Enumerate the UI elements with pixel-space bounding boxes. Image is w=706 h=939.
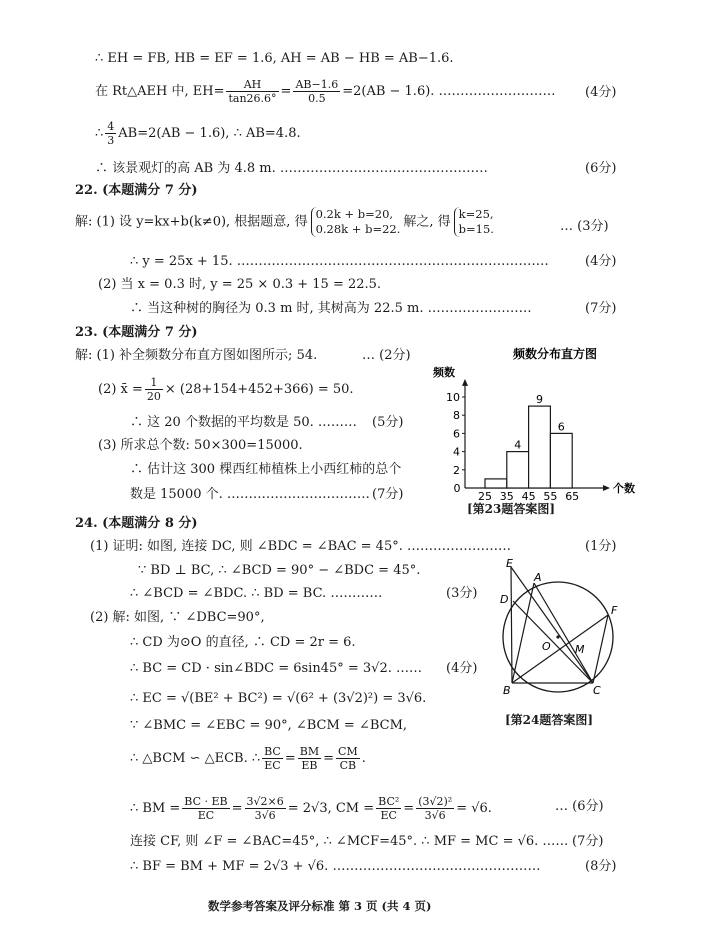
solution-line: (2) x̄ = $\frac{1}{20}$ × (28+154+452+366) = 50. xyxy=(98,376,354,403)
score-marker: (4分) xyxy=(585,254,617,269)
x-tick-label: 35 xyxy=(499,490,514,503)
score-marker: (5分) xyxy=(372,415,404,430)
fraction: $\frac{\text{BC²}}{EC}$ xyxy=(378,795,400,822)
score-marker: (7分) xyxy=(585,301,617,316)
score-marker: (4分) xyxy=(585,85,617,100)
fraction: $\frac{BM}{EB}$ xyxy=(299,745,320,772)
x-tick-label: 55 xyxy=(543,490,558,503)
fraction: $\frac{1}{20}$ xyxy=(146,376,161,403)
segment-ec xyxy=(511,567,593,683)
solution-line: ∴ 当这种树的胸径为 0.3 m 时, 其树高为 22.5 m. …………………… xyxy=(130,301,532,316)
x-axis-label: 个数 xyxy=(613,482,635,495)
chart-title: 频数分布直方图 xyxy=(513,347,598,361)
fraction: $\frac{3√2\times 6}{3√6}$ xyxy=(246,795,284,822)
histogram-bar xyxy=(529,406,551,488)
solution-line: (1) 证明: 如图, 连接 DC, 则 ∠BDC = ∠BAC = 45°. …………………… xyxy=(90,539,511,554)
question-24-title: 24. (本题满分 8 分) xyxy=(75,516,198,531)
y-tick-label: 8 xyxy=(453,409,460,423)
question-23-title: 23. (本题满分 7 分) xyxy=(75,325,198,340)
segment-ab xyxy=(512,583,534,683)
point-label: F xyxy=(611,604,618,617)
score-marker: … (6分) xyxy=(555,799,604,814)
x-tick-label: 65 xyxy=(565,490,580,503)
score-marker: (7分) xyxy=(572,834,604,849)
score-marker: … (2分) xyxy=(362,348,411,363)
solution-line: ∴ BC = CD · sin∠BDC = 6sin45° = 3√2. …… xyxy=(130,661,423,676)
figure-24-caption: [第24题答案图] xyxy=(505,713,594,727)
solution-line: ∴ ∠BCD = ∠BDC. ∴ BD = BC. ………… xyxy=(130,586,383,601)
solution-line: 在 Rt△AEH 中, EH= $\frac{AH}{\tan 26.6^\circ}$ = $\frac{AB-1.6}{0.5}$ =2(AB − 1.6). ……………………… xyxy=(95,78,556,105)
score-marker: (4分) xyxy=(446,661,478,676)
point-label: B xyxy=(503,684,511,697)
fraction: $\frac{AH}{\tan 26.6^\circ}$ xyxy=(228,78,277,105)
solution-line: 连接 CF, 则 ∠F = ∠BAC=45°, ∴ ∠MCF=45°. ∴ MF = MC = √6. …… xyxy=(130,834,569,849)
solution-line: (2) 解: 如图, ∵ ∠DBC=90°, xyxy=(90,610,265,625)
solution-line: ∴ $\frac{4}{3}$ AB=2(AB − 1.6), ∴ AB=4.8. xyxy=(95,120,301,147)
solution-line: ∴ 估计这 300 棵西红柿植株上小西红柿的总个 xyxy=(130,462,402,477)
solution-line: ∴ BF = BM + MF = 2√3 + √6. ………………………………………… xyxy=(130,859,541,874)
segment-ac xyxy=(534,583,593,683)
fraction: $\frac{4}{3}$ xyxy=(107,120,115,147)
solution-line: 数是 15000 个. …………………………… xyxy=(130,487,370,502)
page-footer: 数学参考答案及评分标准 第 3 页 (共 4 页) xyxy=(208,899,432,913)
point-label: D xyxy=(500,593,509,606)
point-label: A xyxy=(534,571,542,584)
y-tick-label: 2 xyxy=(453,463,460,477)
fraction: $\frac{BC}{EC}$ xyxy=(264,745,281,772)
segment-dc xyxy=(513,601,593,683)
bar-value-label: 9 xyxy=(536,393,543,407)
fraction: $\frac{AB-1.6}{0.5}$ xyxy=(295,78,339,105)
solution-line: ∵ ∠BMC = ∠EBC = 90°, ∠BCM = ∠BCM, xyxy=(130,718,408,733)
score-marker: (1分) xyxy=(585,539,617,554)
solution-line: (2) 当 x = 0.3 时, y = 25 × 0.3 + 15 = 22.5. xyxy=(98,277,382,292)
circle-geometry-figure xyxy=(490,556,630,706)
y-tick-label: 4 xyxy=(453,445,460,459)
score-marker: (3分) xyxy=(446,586,478,601)
solution-line: ∴ EH = FB, HB = EF = 1.6, AH = AB − HB = AB−1.6. xyxy=(95,51,454,66)
point-label: C xyxy=(593,684,601,697)
score-marker: (6分) xyxy=(585,161,617,176)
fraction: $\frac{CM}{CB}$ xyxy=(338,745,358,772)
center-dot xyxy=(556,635,559,638)
score-marker: (8分) xyxy=(585,859,617,874)
bar-value-label: 6 xyxy=(557,420,565,434)
solution-line: ∴ △BCM ∽ △ECB. ∴ $\frac{BC}{EC}$ = $\frac{BM}{EB}$ = $\frac{CM}{CB}$ . xyxy=(130,745,366,772)
solution-line: ∴ y = 25x + 15. ……………………………………………………………… xyxy=(130,254,549,269)
point-label: E xyxy=(506,557,513,570)
fraction: $\frac{BC \cdot EB}{EC}$ xyxy=(184,795,228,822)
solution-line: (3) 所求总个数: 50×300=15000. xyxy=(98,438,303,453)
question-22-title: 22. (本题满分 7 分) xyxy=(75,183,198,198)
equation-system: 0.2k + b=20, 0.28k + b=22. xyxy=(311,207,401,237)
score-marker: … (3分) xyxy=(560,219,609,234)
solution-line: ∴ 这 20 个数据的平均数是 50. ……… xyxy=(130,415,357,430)
histogram-bar xyxy=(485,479,507,488)
histogram-bar xyxy=(550,433,572,488)
solution-line: 解: (1) 补全频数分布直方图如图所示; 54. xyxy=(75,348,318,363)
y-tick-label: 10 xyxy=(446,391,460,404)
point-label: M xyxy=(575,643,585,656)
segment-bf xyxy=(512,615,608,683)
histogram-chart xyxy=(425,343,645,503)
x-tick-label: 25 xyxy=(478,490,492,503)
solution-line: ∴ BM = $\frac{BC \cdot EB}{EC}$ = $\frac{3√2\times 6}{3√6}$ = 2√3, CM = $\frac{\text{BC²}}{EC}$ = $\frac{\text{(3√2)²}}{3√6}$ = √6. xyxy=(130,795,492,822)
figure-23-caption: [第23题答案图] xyxy=(467,502,556,516)
solution-system: k=25, b=15. xyxy=(454,207,494,237)
y-axis-label: 频数 xyxy=(433,366,455,379)
point-label: O xyxy=(542,640,551,653)
solution-line: ∴ EC = √(BE² + BC²) = √(6² + (3√2)²) = 3√6. xyxy=(130,691,427,706)
fraction: $\frac{\text{(3√2)²}}{3√6}$ xyxy=(418,795,453,822)
histogram-bar xyxy=(507,452,529,488)
solution-line: 解: (1) 设 y=kx+b(k≠0), 根据题意, 得 0.2k + b=20, 0.28k + b=22. 解之, 得 k=25, b=15. xyxy=(75,207,494,236)
solution-line: ∵ BD ⊥ BC, ∴ ∠BCD = 90° − ∠BDC = 45°. xyxy=(138,563,421,578)
x-tick-label: 45 xyxy=(521,490,536,503)
x-tick-label: 0 xyxy=(453,482,461,495)
score-marker: (7分) xyxy=(372,487,404,502)
y-axis-arrow xyxy=(462,379,468,386)
bar-value-label: 4 xyxy=(514,438,522,452)
solution-line: ∴ 该景观灯的高 AB 为 4.8 m. ………………………………………… xyxy=(95,161,488,176)
y-tick-label: 6 xyxy=(453,427,460,441)
x-axis-arrow xyxy=(603,485,610,491)
solution-line: ∴ CD 为⊙O 的直径, ∴ CD = 2r = 6. xyxy=(130,635,356,650)
